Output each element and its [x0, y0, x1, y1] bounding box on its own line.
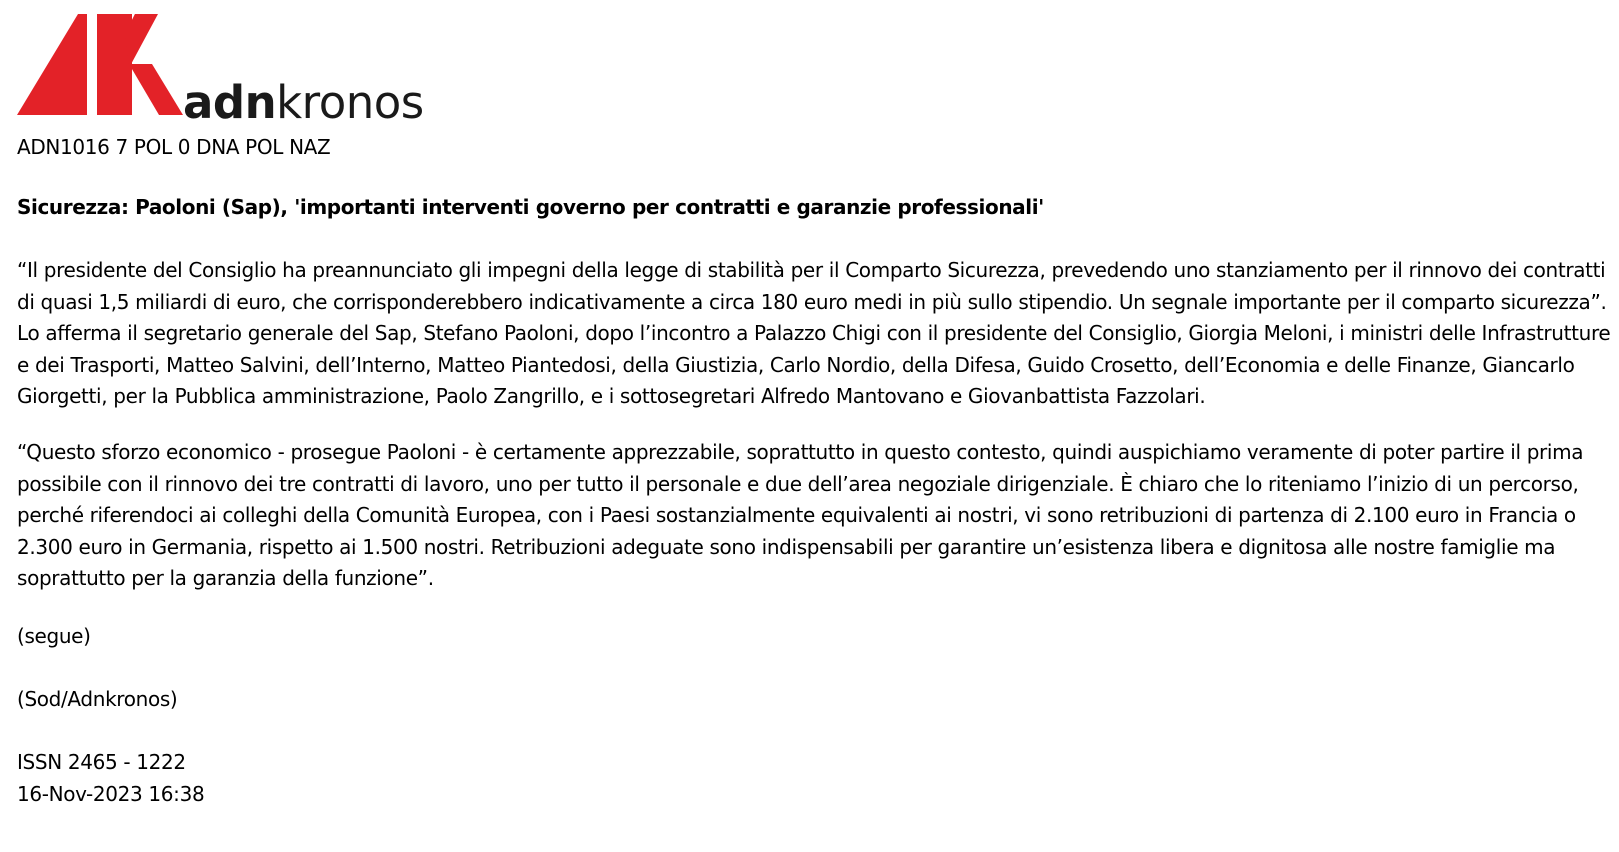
wordmark-bold: adn [183, 76, 277, 129]
adnkronos-wordmark [183, 78, 424, 128]
adnkronos-logo [17, 14, 437, 129]
news-code: ADN1016 7 POL 0 DNA POL NAZ [17, 135, 331, 159]
body-paragraph-2: “Questo sforzo economico - prosegue Paoloni - è certamente apprezzabile, soprattutto in questo contesto, quindi auspichiamo veramente di poter partire il prima possibile con il rinnovo dei tre contratti di lavoro, uno per tutto il personale e due dell’area negoziale dirigenziale. È chiaro che lo riteniamo l’inizio di un percorso, perché riferendoci ai colleghi della Comunità Europea, con i Paesi sostanzialmente equivalenti ai nostri, vi sono retribuzioni di partenza di 2.100 euro in Francia o 2.300 euro in Germania, rispetto ai 1.500 nostri. Retribuzioni adeguate sono indispensabili per garantire un’esistenza libera e dignitosa alle nostre famiglie ma soprattutto per la garanzia della funzione”. [17, 440, 1584, 591]
adnkronos-logo-mark-icon [17, 14, 187, 120]
agency-signature: (Sod/Adnkronos) [17, 687, 178, 711]
body-paragraph-1: “Il presidente del Consiglio ha preannunciato gli impegni della legge di stabilità per il Comparto Sicurezza, prevedendo uno stanziamento per il rinnovo dei contratti di quasi 1,5 miliardi di euro, che corrisponderebbero indicativamente a circa 180 euro medi in più sullo stipendio. Un segnale importante per il comparto sicurezza”. Lo afferma il segretario generale del Sap, Stefano Paoloni, dopo l’incontro a Palazzo Chigi con il presidente del Consiglio, Giorgia Meloni, i ministri delle Infrastrutture e dei Trasporti, Matteo Salvini, dell’Interno, Matteo Piantedosi, della Giustizia, Carlo Nordio, della Difesa, Guido Crosetto, dell’Economia e delle Finanze, Giancarlo Giorgetti, per la Pubblica amministrazione, Paolo Zangrillo, e i sottosegretari Alfredo Mantovano e Giovanbattista Fazzolari. [17, 258, 1611, 409]
headline: Sicurezza: Paoloni (Sap), 'importanti interventi governo per contratti e garanzie professionali' [17, 195, 1044, 219]
timestamp: 16-Nov-2023 16:38 [17, 782, 205, 806]
issn-number: ISSN 2465 - 1222 [17, 750, 186, 774]
segue-note: (segue) [17, 624, 91, 648]
wordmark-light: kronos [276, 76, 424, 129]
